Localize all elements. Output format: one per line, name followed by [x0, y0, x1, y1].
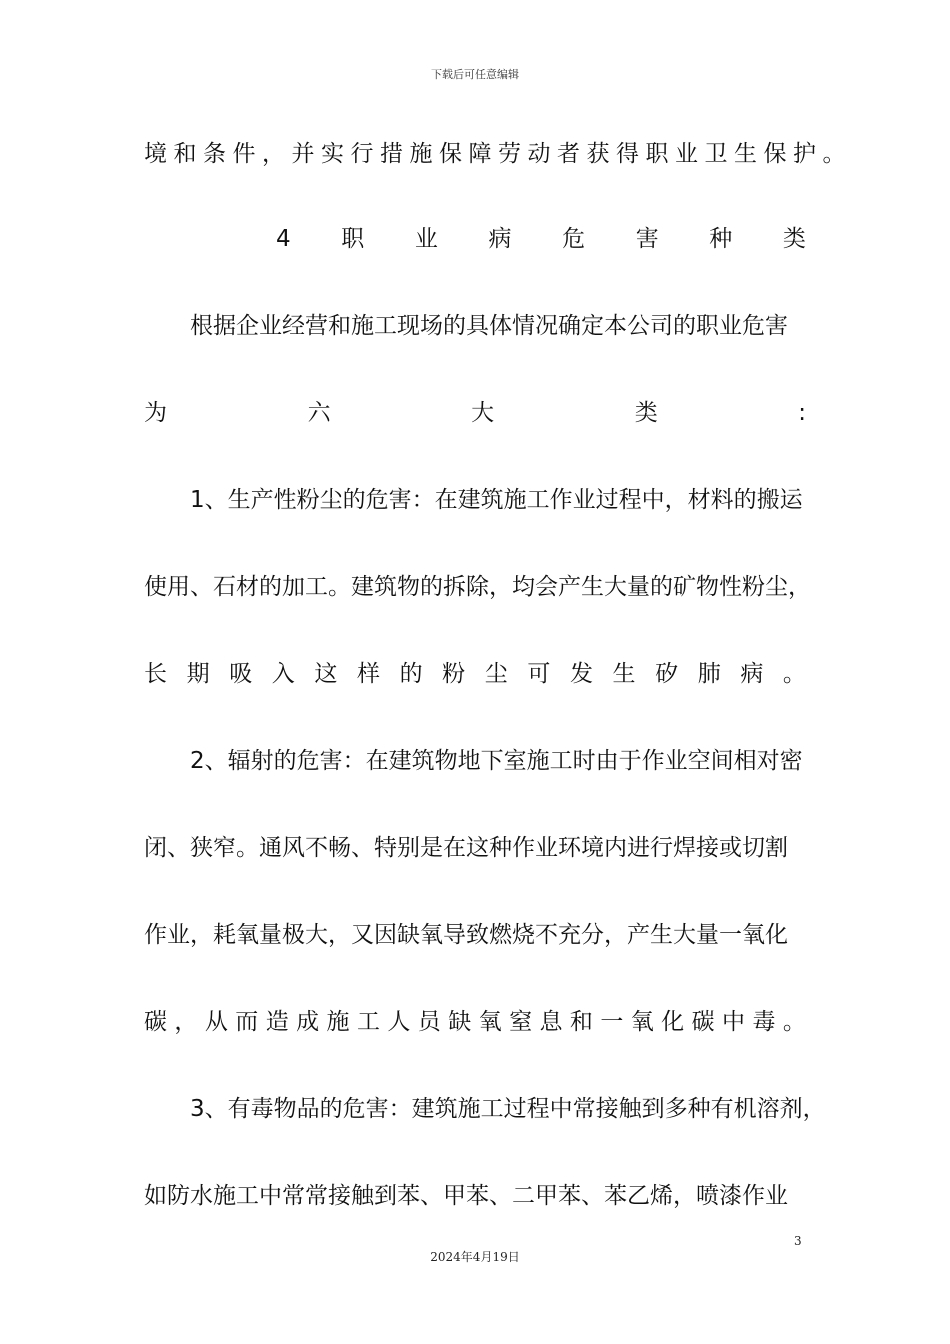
text-line-1-content: 境和条件，并实行措施保障劳动者获得职业卫生保护。: [144, 141, 852, 167]
line11-char: ，: [174, 1009, 198, 1035]
line11-char: 造: [265, 1009, 289, 1035]
line11-char: 化: [661, 1009, 685, 1035]
text-line-10: [144, 920, 806, 950]
heading-char: 业: [414, 226, 438, 252]
line11-char: 氧: [630, 1009, 654, 1035]
line7-char: 吸: [229, 661, 253, 687]
line11-char: 从: [204, 1009, 228, 1035]
text-line-1: [144, 139, 852, 169]
line7-char: 肺: [697, 661, 721, 687]
text-line-12: [144, 1094, 826, 1124]
footer-date: 2024年4月19日: [430, 1250, 520, 1264]
line11-char: 人: [387, 1009, 411, 1035]
text-line-5: [144, 485, 806, 515]
line7-char: 矽: [655, 661, 679, 687]
line11-char: 窒: [509, 1009, 533, 1035]
text-line-6: [144, 572, 811, 602]
line7-char: 尘: [484, 661, 508, 687]
line11-char: 毒: [752, 1009, 776, 1035]
line11-char: 氧: [478, 1009, 502, 1035]
line7-char: 可: [527, 661, 551, 687]
heading-char: 职: [341, 226, 365, 252]
line11-char: 。: [782, 1009, 806, 1035]
text-line-5-content: 1、生产性粉尘的危害：在建筑施工作业过程中，材料的搬运: [190, 487, 803, 513]
line11-char: 碳: [691, 1009, 715, 1035]
line11-char: 施: [326, 1009, 350, 1035]
header-note: 下载后可任意编辑: [431, 68, 519, 81]
text-line-12-content: 3、有毒物品的危害：建筑施工过程中常接触到多种有机溶剂，: [190, 1096, 826, 1122]
text-line-13-content: 如防水施工中常常接触到苯、甲苯、二甲苯、苯乙烯，喷漆作业: [144, 1183, 788, 1209]
text-line-7: [144, 659, 806, 689]
line7-char: 期: [186, 661, 210, 687]
heading-char: 危: [562, 226, 586, 252]
line11-char: 息: [539, 1009, 563, 1035]
line7-char: 长: [144, 661, 167, 687]
line11-char: 和: [569, 1009, 593, 1035]
line4-char: :: [798, 400, 806, 426]
text-line-3: [144, 311, 806, 341]
text-line-8: [144, 746, 806, 776]
line11-char: 碳: [144, 1009, 167, 1035]
line7-char: 这: [314, 661, 338, 687]
text-line-9-content: 闭、狭窄。通风不畅、特别是在这种作业环境内进行焊接或切割: [144, 835, 788, 861]
text-line-4: [144, 398, 806, 428]
line11-char: 中: [722, 1009, 746, 1035]
line11-char: 成: [296, 1009, 320, 1035]
line7-char: 病: [740, 661, 764, 687]
heading-char: 害: [635, 226, 659, 252]
line4-char: 六: [307, 400, 331, 426]
line7-char: 。: [782, 661, 806, 687]
line11-char: 缺: [448, 1009, 472, 1035]
page-number: 3: [794, 1234, 802, 1248]
text-line-9: [144, 833, 806, 863]
line11-char: 工: [356, 1009, 380, 1035]
line7-char: 的: [399, 661, 423, 687]
line4-char: 大: [471, 400, 495, 426]
line7-char: 发: [569, 661, 593, 687]
line7-char: 生: [612, 661, 636, 687]
line7-char: 入: [271, 661, 295, 687]
line11-char: 而: [235, 1009, 259, 1035]
heading-char: 病: [488, 226, 512, 252]
heading-char: 类: [782, 226, 806, 252]
line4-char: 为: [144, 400, 167, 426]
line4-char: 类: [634, 400, 658, 426]
text-line-3-content: 根据企业经营和施工现场的具体情况确定本公司的职业危害: [190, 313, 788, 339]
text-line-6-content: 使用、石材的加工。建筑物的拆除，均会产生大量的矿物性粉尘，: [144, 574, 811, 600]
section-heading: [276, 224, 806, 254]
text-line-8-content: 2、辐射的危害：在建筑物地下室施工时由于作业空间相对密: [190, 748, 803, 774]
heading-char: 4: [276, 226, 291, 252]
text-line-11: [144, 1007, 806, 1037]
heading-char: 种: [709, 226, 733, 252]
line11-char: 员: [417, 1009, 441, 1035]
text-line-13: [144, 1181, 806, 1211]
line11-char: 一: [600, 1009, 624, 1035]
text-line-10-content: 作业，耗氧量极大，又因缺氧导致燃烧不充分，产生大量一氧化: [144, 922, 788, 948]
line7-char: 粉: [442, 661, 466, 687]
line7-char: 样: [356, 661, 380, 687]
